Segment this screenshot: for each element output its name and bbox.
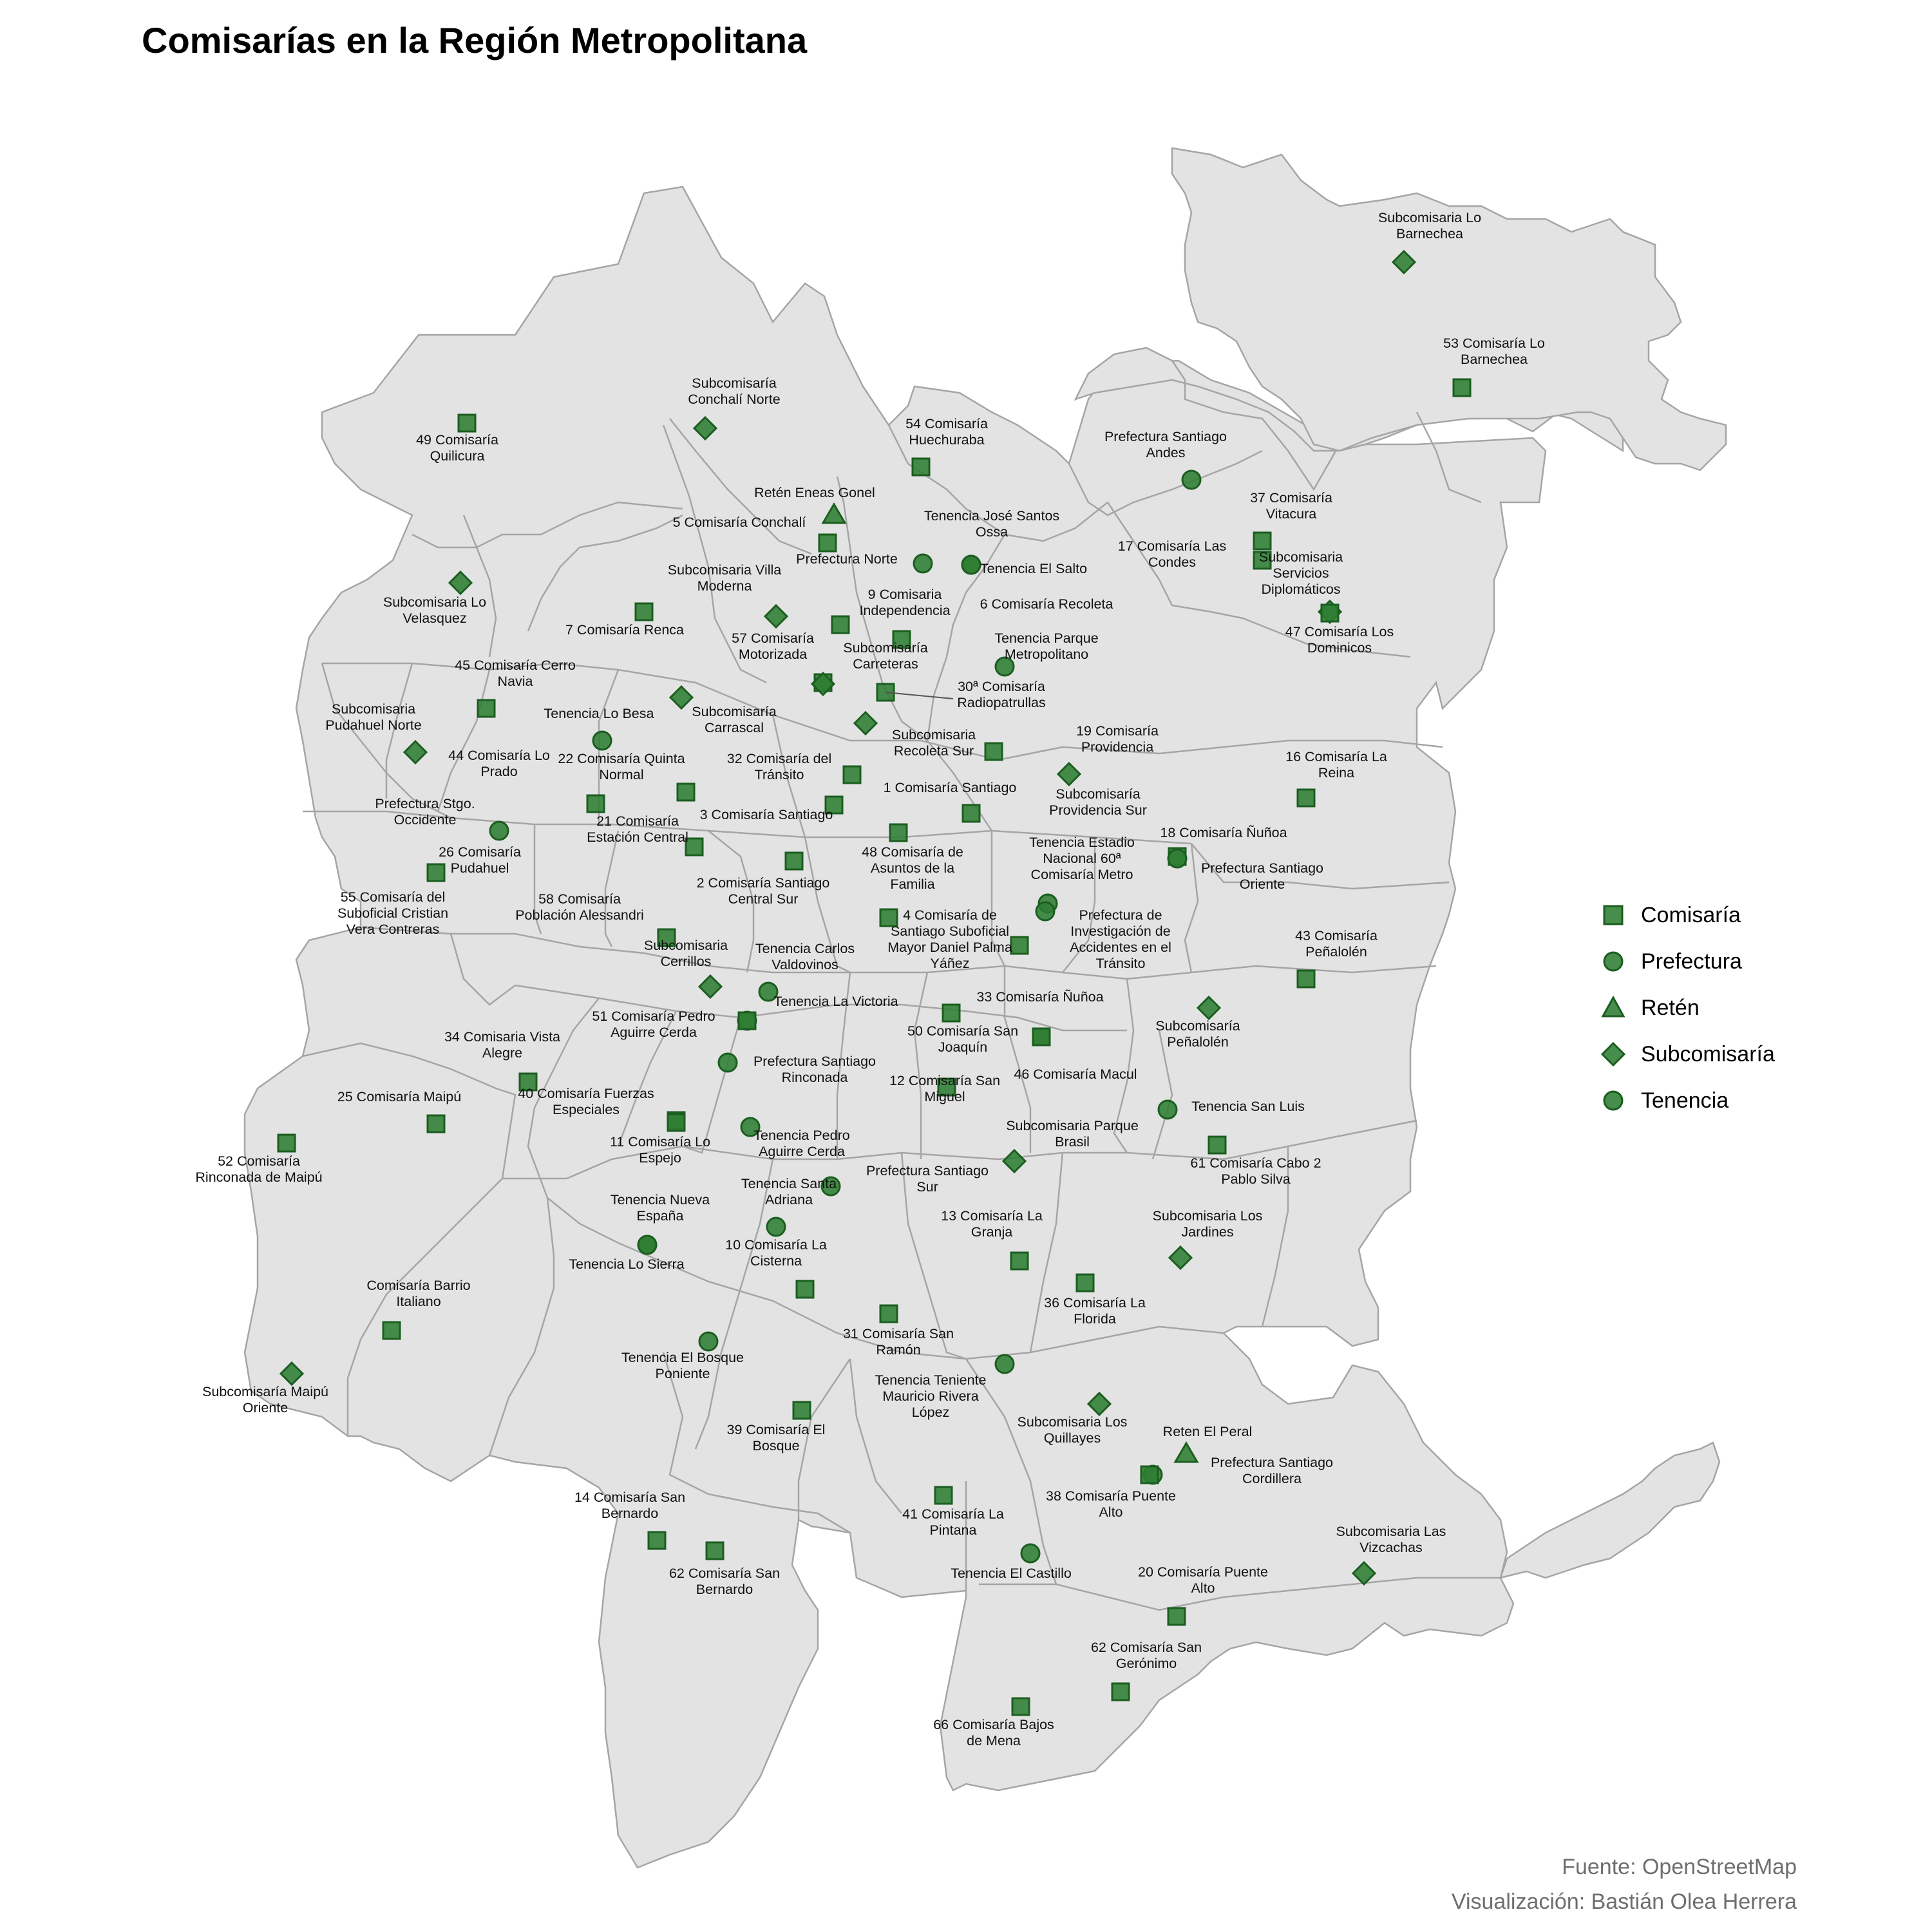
station-label: Subcomisaria Villa Moderna <box>667 562 782 594</box>
tenencia-marker <box>1021 1544 1039 1562</box>
station-label: Tenencia Lo Besa <box>544 706 654 721</box>
station-label: Tenencia El Salto <box>980 561 1088 576</box>
station-label: 39 Comisaría El Bosque <box>726 1422 826 1454</box>
caption-author: Visualización: Bastián Olea Herrera <box>1451 1889 1797 1914</box>
station-label: 58 Comisaría Población Alessandri <box>515 891 644 923</box>
station-label: 18 Comisaría Ñuñoa <box>1160 825 1287 840</box>
comisaria-marker <box>668 1114 685 1131</box>
comisaria-marker <box>880 1305 897 1322</box>
station-label: 54 Comisaría Huechuraba <box>905 416 988 448</box>
station-label: Prefectura Santiago Andes <box>1104 429 1227 460</box>
station-label: Tenencia El Bosque Poniente <box>621 1350 744 1381</box>
station-label: 62 Comisaría San Bernardo <box>668 1566 781 1597</box>
comisaria-marker <box>1012 1698 1029 1715</box>
station-label: 47 Comisaría Los Dominicos <box>1285 624 1394 656</box>
station-label: Subcomisaria Parque Brasil <box>1006 1118 1139 1150</box>
comisaria-marker <box>1321 605 1338 621</box>
station-label: Comisaría Barrio Italiano <box>366 1278 471 1309</box>
tenencia-marker <box>767 1218 785 1236</box>
circle-marker-icon <box>1597 945 1629 978</box>
station-label: Tenencia Carlos Valdovinos <box>755 941 855 972</box>
station-label: Subcomisaria Los Jardines <box>1152 1208 1263 1240</box>
comisaria-marker <box>1454 379 1470 396</box>
commune-area-southeast-spur <box>1501 1443 1719 1578</box>
comisaria-marker <box>890 824 907 841</box>
comisaria-marker <box>832 616 849 633</box>
station-label: 2 Comisaría Santiago Central Sur <box>696 875 830 907</box>
legend-item-reten <box>1597 985 1775 1031</box>
comisaria-marker <box>278 1135 295 1151</box>
prefectura-marker <box>1168 849 1186 867</box>
station-label: Prefectura de Investigación de Accidentes en el Tránsito <box>1070 907 1171 971</box>
station-label: 25 Comisaría Maipú <box>337 1089 462 1104</box>
comisaria-marker <box>1033 1028 1050 1045</box>
station-label: 40 Comisaría Fuerzas Especiales <box>518 1086 654 1117</box>
station-label: 46 Comisaría Macul <box>1014 1066 1137 1082</box>
comisaria-marker <box>935 1487 952 1504</box>
station-label: Tenencia Parque Metropolitano <box>994 630 1099 662</box>
legend-item-tenencia <box>1597 1077 1775 1124</box>
comisaria-marker <box>1168 1608 1185 1625</box>
station-label: 61 Comisaría Cabo 2 Pablo Silva <box>1190 1155 1321 1187</box>
station-label: Prefectura Santiago Rinconada <box>753 1054 876 1085</box>
station-label: 5 Comisaría Conchalí <box>672 515 806 530</box>
station-label: Subcomisaria Las Vizcachas <box>1336 1524 1446 1555</box>
legend-label: Retén <box>1641 995 1700 1020</box>
station-label: Tenencia Lo Sierra <box>569 1256 685 1272</box>
comisaria-marker <box>478 700 495 717</box>
station-label: 62 Comisaría San Gerónimo <box>1090 1640 1202 1671</box>
station-label: Subcomisaria Lo Barnechea <box>1378 210 1482 242</box>
station-label: Subcomisaría Conchalí Norte <box>688 375 781 407</box>
comisaria-marker <box>1209 1137 1226 1153</box>
station-label: 57 Comisaría Motorizada <box>732 630 814 662</box>
comisaria-marker <box>1254 533 1271 549</box>
station-label: 41 Comisaría La Pintana <box>902 1506 1004 1538</box>
comisaria-marker <box>1298 971 1314 987</box>
comisaria-marker <box>677 784 694 800</box>
station-label: Tenencia José Santos Ossa <box>923 508 1060 540</box>
diamond-marker-icon <box>1597 1038 1629 1070</box>
tenencia-marker <box>638 1236 656 1254</box>
prefectura-marker <box>719 1054 737 1072</box>
station-label: 45 Comisaría Cerro Navia <box>455 658 576 689</box>
legend-item-subcomisaria <box>1597 1031 1775 1077</box>
comisaria-marker <box>383 1322 400 1339</box>
station-label: Retén Eneas Gonel <box>754 485 875 500</box>
comisaria-marker <box>793 1402 810 1419</box>
comisaria-marker <box>985 743 1002 760</box>
station-label: Subcomisaria Cerrillos <box>643 938 728 969</box>
legend-item-prefectura <box>1597 938 1775 985</box>
legend-label: Comisaría <box>1641 902 1741 927</box>
station-label: Tenencia Nueva España <box>610 1192 710 1224</box>
legend-item-comisaria <box>1597 892 1775 938</box>
tenencia-marker <box>699 1332 717 1350</box>
comisaria-marker <box>587 795 604 812</box>
commune-polygons <box>245 148 1729 1868</box>
legend <box>1597 892 1775 1124</box>
station-label: 10 Comisaría La Cisterna <box>725 1237 827 1269</box>
station-label: Prefectura Santiago Sur <box>866 1163 989 1195</box>
station-label: 9 Comisaria Independencia <box>859 587 951 618</box>
prefectura-marker <box>914 554 932 573</box>
station-label: 53 Comisaría Lo Barnechea <box>1443 336 1545 367</box>
station-label: Tenencia La Victoria <box>773 994 898 1009</box>
comisaria-marker <box>797 1281 813 1298</box>
triangle-marker-icon <box>1597 992 1629 1024</box>
comisaria-marker <box>963 805 980 822</box>
legend-label: Tenencia <box>1641 1088 1729 1113</box>
station-label: 49 Comisaría Quilicura <box>416 432 498 464</box>
comisaria-marker <box>786 853 802 869</box>
station-label: Subcomisaría Maipú Oriente <box>202 1384 328 1416</box>
comisaria-marker <box>706 1542 723 1559</box>
comisaria-marker <box>844 766 860 783</box>
station-label: Prefectura Norte <box>796 551 898 567</box>
station-label: Tenencia Estadio Nacional 60ª Comisaría Metro <box>1029 835 1135 882</box>
station-label: 34 Comisaria Vista Alegre <box>444 1029 561 1061</box>
comisaria-marker <box>649 1532 665 1549</box>
station-label: 44 Comisaría Lo Prado <box>448 748 550 779</box>
comisaria-marker <box>428 864 444 881</box>
comisaria-marker <box>428 1115 444 1132</box>
comisaria-marker <box>1298 790 1314 806</box>
tenencia-marker <box>593 732 611 750</box>
station-label: 11 Comisaría Lo Espejo <box>609 1134 711 1166</box>
station-label: 1 Comisaría Santiago <box>883 780 1017 795</box>
prefectura-marker <box>490 822 508 840</box>
station-label: 38 Comisaría Puente Alto <box>1046 1488 1176 1520</box>
comisaria-marker <box>686 838 703 855</box>
station-label: Prefectura Stgo. Occidente <box>375 796 475 828</box>
caption-source: Fuente: OpenStreetMap <box>1562 1855 1797 1879</box>
station-label: 20 Comisaría Puente Alto <box>1138 1564 1268 1596</box>
station-label: 36 Comisaría La Florida <box>1044 1295 1146 1327</box>
station-label: 19 Comisaría Providencia <box>1076 723 1159 755</box>
station-label: Subcomisaria Los Quillayes <box>1017 1414 1128 1446</box>
comisaria-marker <box>819 535 836 551</box>
comisaria-marker <box>459 415 475 431</box>
station-label: 7 Comisaría Renca <box>565 622 685 638</box>
station-label: Subcomisaría Peñalolén <box>1155 1018 1240 1050</box>
station-label: Tenencia El Castillo <box>951 1566 1072 1581</box>
station-label: 16 Comisaría La Reina <box>1285 749 1387 781</box>
station-label: 22 Comisaría Quinta Normal <box>558 751 685 782</box>
comisaria-marker <box>1077 1274 1094 1291</box>
station-label: 17 Comisaría Las Condes <box>1117 538 1227 570</box>
station-label: 52 Comisaría Rinconada de Maipú <box>195 1153 323 1185</box>
station-label: 43 Comisaría Peñalolén <box>1295 928 1378 960</box>
comisaria-marker <box>943 1005 960 1021</box>
map-title: Comisarías en la Región Metropolitana <box>142 20 808 61</box>
station-label: Subcomisaria Lo Velasquez <box>383 594 487 626</box>
station-label: Prefectura Santiago Cordillera <box>1210 1455 1334 1486</box>
comisaria-marker <box>1011 1253 1028 1269</box>
station-label: 3 Comisaría Santiago <box>699 807 833 822</box>
circle-marker-icon <box>1597 1084 1629 1117</box>
comisaria-marker <box>636 603 652 620</box>
comisaria-marker <box>913 459 929 475</box>
station-label: Tenencia San Luis <box>1191 1099 1305 1114</box>
station-label: Tenencia Santa Adriana <box>741 1176 837 1208</box>
tenencia-marker <box>962 556 980 574</box>
station-label: 51 Comisaría Pedro Aguirre Cerda <box>592 1009 715 1040</box>
tenencia-marker <box>1159 1101 1177 1119</box>
station-label: 31 Comisaría San Ramón <box>842 1326 954 1358</box>
prefectura-marker <box>1182 471 1200 489</box>
station-label: 30ª Comisaría Radiopatrullas <box>957 679 1046 710</box>
station-label: 14 Comisaría San Bernardo <box>574 1490 686 1521</box>
legend-label: Subcomisaría <box>1641 1041 1775 1066</box>
tenencia-marker <box>996 1355 1014 1373</box>
comisaria-marker <box>1141 1466 1158 1483</box>
comisaria-marker <box>739 1012 755 1029</box>
station-label: 6 Comisaría Recoleta <box>980 596 1113 612</box>
station-label: 4 Comisaría de Santiago Suboficial Mayor Daniel Palma Yáñez <box>887 907 1012 971</box>
station-label: 32 Comisaría del Tránsito <box>726 751 832 782</box>
station-label: Subcomisaria Pudahuel Norte <box>325 701 422 733</box>
station-label: 12 Comisaría San Miguel <box>889 1073 1001 1104</box>
station-label: Prefectura Santiago Oriente <box>1200 860 1324 892</box>
station-label: 21 Comisaría Estación Central <box>587 813 688 845</box>
station-label: 13 Comisaría La Granja <box>941 1208 1043 1240</box>
prefectura-marker <box>1036 902 1054 920</box>
station-label: Tenencia Pedro Aguirre Cerda <box>753 1128 850 1159</box>
station-label: 55 Comisaría del Suboficial Cristian Vera Contreras <box>337 889 449 937</box>
station-label: Subcomisaria Servicios Diplomáticos <box>1258 549 1343 597</box>
legend-label: Prefectura <box>1641 949 1742 974</box>
station-label: 37 Comisaría Vitacura <box>1250 490 1332 522</box>
square-marker-icon <box>1597 899 1629 931</box>
station-label: Tenencia Teniente Mauricio Rivera López <box>875 1372 987 1420</box>
station-label: Subcomisaría Carreteras <box>843 640 928 672</box>
station-label: Subcomisaria Recoleta Sur <box>891 727 976 759</box>
station-label: 33 Comisaría Ñuñoa <box>976 989 1104 1005</box>
comisaria-marker <box>1112 1683 1129 1700</box>
comisaria-marker <box>1011 937 1028 954</box>
station-label: 48 Comisaría de Asuntos de la Familia <box>862 844 963 892</box>
station-label: Subcomisaría Carrascal <box>692 704 777 735</box>
station-label: 26 Comisaría Pudahuel <box>439 844 521 876</box>
station-label: 50 Comisaría San Joaquín <box>907 1023 1019 1055</box>
station-label: Reten El Peral <box>1162 1424 1253 1439</box>
station-label: Subcomisaría Providencia Sur <box>1049 786 1147 818</box>
station-label: 66 Comisaría Bajos de Mena <box>933 1717 1054 1748</box>
